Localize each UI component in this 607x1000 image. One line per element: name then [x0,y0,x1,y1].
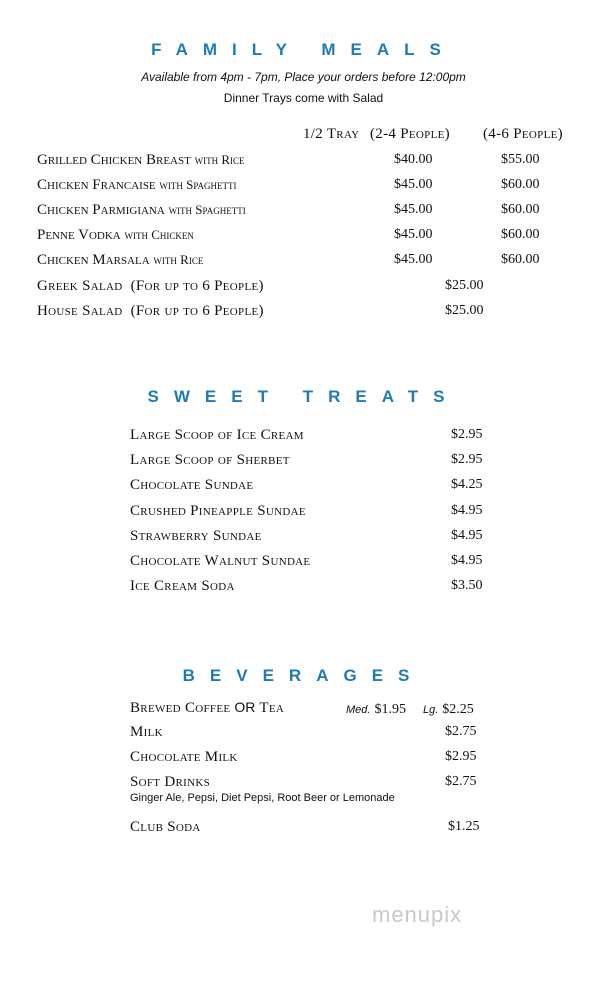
list-item: Large Scoop of Ice Cream [130,427,304,443]
list-item: Strawberry Sundae [130,528,262,544]
price-full: $60.00 [501,252,540,267]
list-item: Large Scoop of Sherbet [130,452,290,468]
beverages-title: BEVERAGES [182,666,425,685]
price: $2.95 [451,452,483,467]
price: $25.00 [445,303,484,318]
price-full: $60.00 [501,227,540,242]
availability-note: Available from 4pm - 7pm, Place your orders before 12:00pm [141,70,466,84]
list-item: Chocolate Sundae [130,477,254,493]
list-item: House Salad (For up to 6 People) [37,303,264,319]
col-2-4-people: (2-4 People) [370,126,450,142]
list-item: Chocolate Milk [130,749,238,765]
price: $3.50 [451,578,483,593]
list-item: Soft Drinks [130,774,211,790]
col-half-tray: 1/2 Tray [303,126,360,142]
list-item: Chicken Parmigiana with Spaghetti [37,202,246,218]
list-item: Ice Cream Soda [130,578,235,594]
list-item: Milk [130,724,163,740]
sweet-treats-title: SWEET TREATS [147,387,460,406]
large-price: Lg. $2.25 [423,702,474,717]
price: $25.00 [445,278,484,293]
medium-price: Med. $1.95 [346,702,406,717]
list-item: Chocolate Walnut Sundae [130,553,311,569]
list-item: Greek Salad (For up to 6 People) [37,278,264,294]
price-half: $45.00 [394,252,433,267]
price-full: $60.00 [501,177,540,192]
list-item: Brewed Coffee OR Tea [130,699,285,716]
salad-note: Dinner Trays come with Salad [223,91,384,105]
price: $1.25 [448,819,480,834]
price-full: $60.00 [501,202,540,217]
price-half: $45.00 [394,202,433,217]
menupix-watermark: menupix [372,902,463,927]
list-item: Club Soda [130,819,201,835]
list-item: Crushed Pineapple Sundae [130,503,306,519]
price-half: $45.00 [394,177,433,192]
price: $4.95 [451,528,483,543]
list-item: Chicken Marsala with Rice [37,252,204,268]
price: $2.95 [451,427,483,442]
price-full: $55.00 [501,152,540,167]
price-half: $40.00 [394,152,433,167]
list-item: Chicken Francaise with Spaghetti [37,177,237,193]
family-meals-title: FAMILY MEALS [151,40,456,59]
price: $2.75 [445,724,477,739]
col-4-6-people: (4-6 People) [483,126,563,142]
price: $4.25 [451,477,483,492]
price: $4.95 [451,553,483,568]
price: $4.95 [451,503,483,518]
price: $2.95 [445,749,477,764]
list-item: Grilled Chicken Breast with Rice [37,152,245,168]
list-item: Penne Vodka with Chicken [37,227,194,243]
soft-drinks-options: Ginger Ale, Pepsi, Diet Pepsi, Root Beer or Lemonade [130,792,395,804]
price: $2.75 [445,774,477,789]
price-half: $45.00 [394,227,433,242]
